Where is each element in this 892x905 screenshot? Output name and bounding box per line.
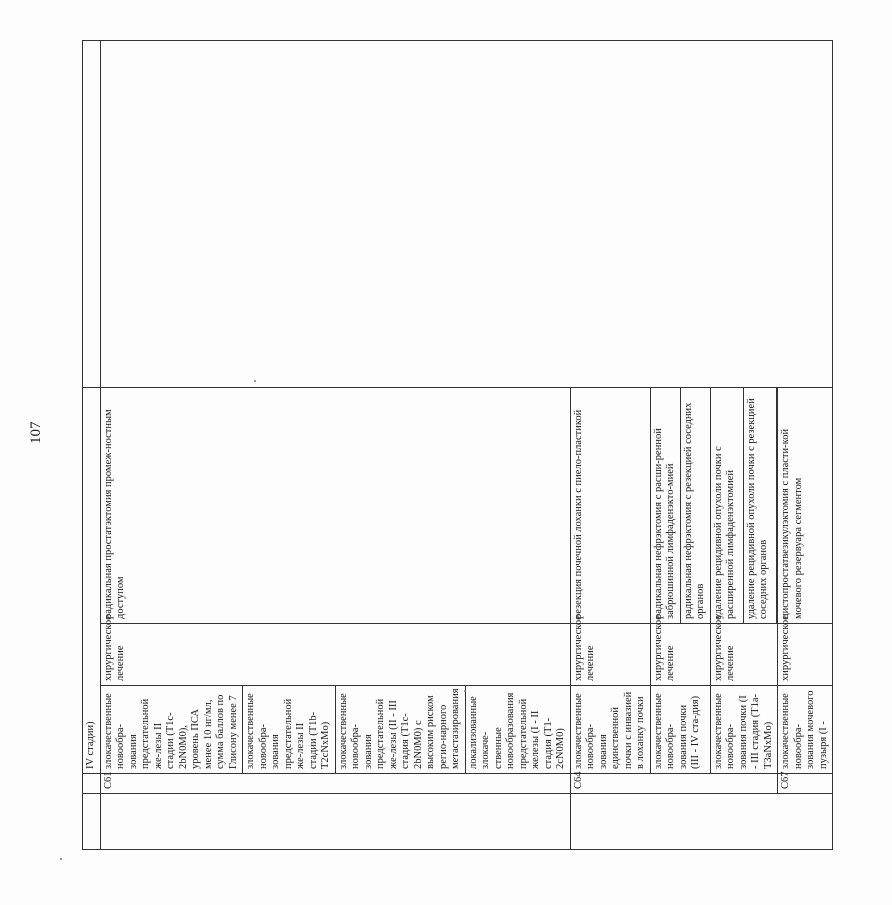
treatment-cell: хирургическое лечение bbox=[650, 624, 710, 686]
method-cell: цистопростатвезикулэктомия с пласти-кой мочевого резервуара сегментом bbox=[778, 387, 833, 623]
code-cell: C67 bbox=[778, 774, 833, 794]
code-cell: C64 bbox=[570, 774, 778, 794]
code-cell: C61 bbox=[100, 774, 570, 794]
page-number: 107 bbox=[28, 421, 44, 444]
method-cell: удаление рецидивной опухоли почки с резекцией соседних органов bbox=[743, 387, 776, 623]
stage-header-cell bbox=[83, 387, 101, 773]
treatment-table bbox=[82, 40, 833, 850]
diagnosis-cell: злокачественные новообра-зования почки (III - IV ста-дия) bbox=[650, 686, 710, 774]
table-inner bbox=[82, 40, 829, 850]
treatment-cell: хирургическое лечение bbox=[710, 624, 778, 686]
scan-speck bbox=[60, 858, 62, 860]
diagnosis-cell: злокачественные новообра-зования почки (I - III стадия (T1a-T3aNxMo) bbox=[710, 686, 778, 774]
blank-cell bbox=[100, 794, 570, 850]
method-cell: радикальная простатэктомия промеж-ностным доступом bbox=[100, 387, 570, 623]
method-cell: радикальная нефрэктомия с расши-ренной забрюшинной лимфаденэкто-мией bbox=[650, 387, 680, 623]
code-cell bbox=[83, 774, 101, 794]
diagnosis-cell: злокачественные новообра-зования единственной почки с инвазией в лоханку почки bbox=[570, 686, 650, 774]
treatment-cell: хирургическое лечение bbox=[100, 624, 570, 686]
table-row bbox=[83, 41, 101, 850]
diagnosis-cell: локализованные злокаче-ственные новообразования предстательной железы (I - II стадия (T1-2cN0M0) bbox=[465, 686, 570, 774]
treatment-cell: хирургическое лечение bbox=[570, 624, 650, 686]
scan-speck bbox=[254, 380, 256, 382]
treatment-cell: хирургическое bbox=[778, 624, 833, 686]
method-cell: радикальная нефрэктомия с резекцией соседних органов bbox=[680, 387, 710, 623]
method-cell: удаление рецидивной опухоли почки с расширенной лимфаденэктомией bbox=[710, 387, 743, 623]
diagnosis-cell: злокачественные новообра-зования предстательной же-лезы (II - III стадия (T1c-2bN0M0) с высоким риском регио-нарного метастазирования bbox=[335, 686, 465, 774]
rotated-table-container bbox=[82, 40, 892, 789]
stage-header: IV стадии) bbox=[85, 721, 96, 769]
method-cell: резекция почечной лоханки с пиело-пластикой bbox=[570, 387, 650, 623]
blank-cell bbox=[100, 41, 833, 388]
diagnosis-cell: злокачественные новообра-зования предстательной же-лезы II стадии (T1b-T2cNxMo) bbox=[243, 686, 336, 774]
diagnosis-cell: злокачественные новообра-зования предстательной же-лезы II стадии (T1c-2bN0M0), уровень ПСА менее 10 нг/мл, сумма баллов по Глисону менее 7 bbox=[100, 686, 243, 774]
diagnosis-cell: злокачественные новообра-зования мочевого пузыря (I - bbox=[778, 686, 833, 774]
scan-speck bbox=[464, 690, 466, 692]
blank-cell bbox=[83, 41, 101, 388]
blank-cell bbox=[570, 794, 833, 850]
table-row bbox=[100, 41, 243, 850]
blank-cell bbox=[83, 794, 101, 850]
